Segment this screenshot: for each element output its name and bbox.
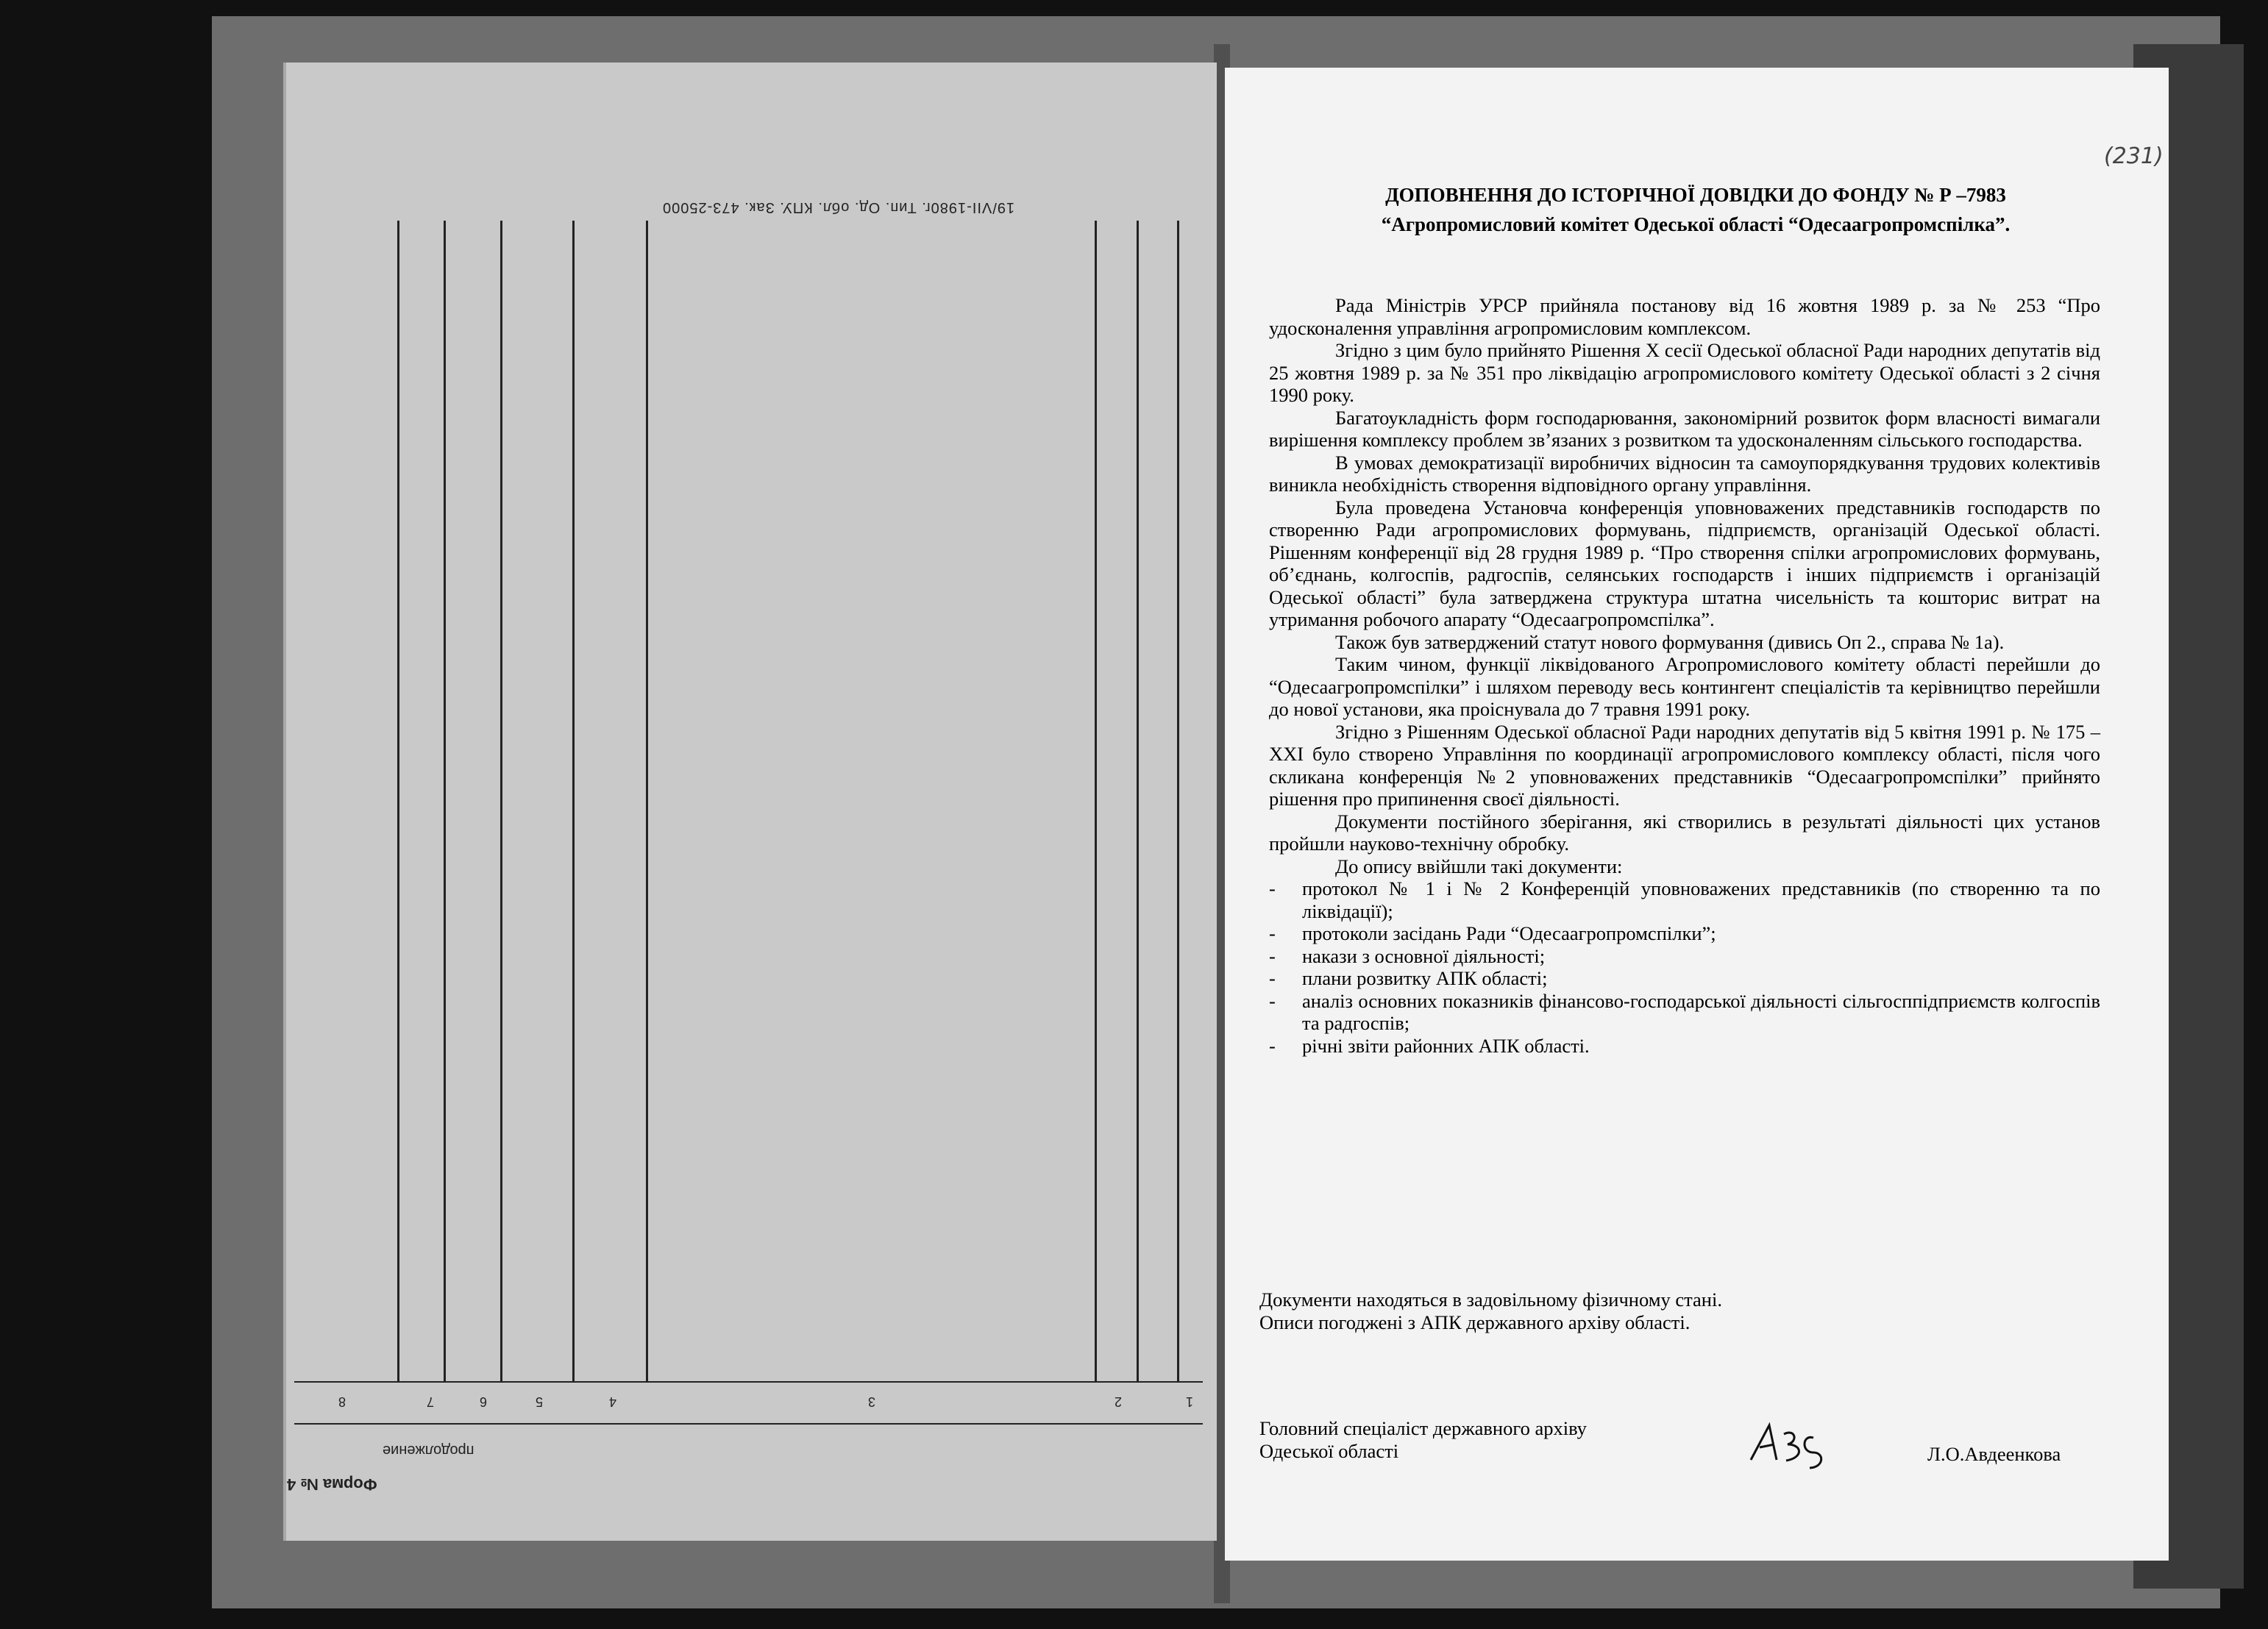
paragraph: В умовах демократизації виробничих відносин та самоупорядкування трудових колективів виникла необхідність створення відповідного органу управління. bbox=[1269, 451, 2100, 496]
paragraph: Також був затверджений статут нового формування (дивись Оп 2., справа № 1а). bbox=[1335, 630, 2005, 653]
list-item: - протокол № 1 і № 2 Конференцій уповноважених представників (по створенню та по ліквідації); bbox=[1269, 877, 2100, 922]
column-number: 7 bbox=[427, 1394, 435, 1409]
list-item: - аналіз основних показників фінансово-господарської діяльності сільгосппідприємств колгоспів та радгоспів; bbox=[1269, 990, 2100, 1035]
list-item: - накази з основної діяльності; bbox=[1269, 945, 2100, 968]
paragraph: Багатоукладність форм господарювання, закономірний розвиток форм власності вимагали вирішення комплексу проблем зв’язаних з розвитком та удосконаленням сільського господарства. bbox=[1269, 406, 2100, 451]
column-number: 6 bbox=[480, 1394, 488, 1409]
list-item: - плани розвитку АПК області; bbox=[1269, 967, 2100, 990]
signatory-name: Л.О.Авдеенкова bbox=[1927, 1443, 2061, 1465]
left-page-form bbox=[283, 63, 1217, 1541]
form-number: Форма № 4 bbox=[287, 1475, 377, 1494]
form-row-line bbox=[294, 1381, 1203, 1383]
closing-notes bbox=[1259, 1288, 1722, 1334]
print-imprint: 19/VII-1980г. Тип. Од. обл. КПУ. Зак. 473-25000 bbox=[662, 199, 1015, 215]
form-column-line bbox=[444, 221, 446, 1383]
paragraph: Таким чином, функції ліквідованого Агропромислового комітету області перейшли до “Одесаагропромспілки” і шляхом переводу весь контингент спеціалістів та керівництво перейшли до нової установи, яка проіснувала до 7 травня 1991 року. bbox=[1269, 653, 2100, 720]
document-title: ДОПОВНЕННЯ ДО ІСТОРІЧНОЇ ДОВІДКИ ДО ФОНДУ № Р –7983 bbox=[1385, 184, 2006, 206]
closing-line: Описи погоджені з АПК державного архіву області. bbox=[1259, 1311, 1691, 1333]
form-column-line bbox=[500, 221, 502, 1383]
form-row-line bbox=[294, 1423, 1203, 1425]
form-column-line bbox=[646, 221, 648, 1383]
column-number: 8 bbox=[338, 1394, 346, 1409]
list-item: - протоколи засідань Ради “Одесаагропромспілки”; bbox=[1269, 922, 2100, 945]
form-column-line bbox=[1177, 221, 1179, 1383]
paragraph: Згідно з Рішенням Одеської обласної Ради народних депутатів від 5 квітня 1991 р. № 175 –ХХІ було створено Управління по координації агропромислового комплексу області, після чого скликана конференція №2 уповноважених представників “Одесаагропромспілки” прийнято рішення про припинення своєї діяльності. bbox=[1269, 720, 2100, 810]
closing-line: Документи находяться в задовільному фізичному стані. bbox=[1259, 1288, 1722, 1311]
form-column-line bbox=[1095, 221, 1097, 1383]
handwritten-signature bbox=[1743, 1419, 1854, 1471]
column-number: 5 bbox=[536, 1394, 544, 1409]
paragraph: Документи постійного зберігання, які створились в результаті діяльності цих установ пройшли науково-технічну обробку. bbox=[1269, 810, 2100, 855]
form-column-line bbox=[1137, 221, 1139, 1383]
signatory-title bbox=[1259, 1417, 1587, 1463]
continuation-label: продолжение bbox=[383, 1442, 474, 1458]
paragraph: Рада Міністрів УРСР прийняла постанову від 16 жовтня 1989 р. за № 253 “Про удосконалення управління агропромисловим комплексом. bbox=[1269, 294, 2100, 339]
paragraph: До опису ввійшли такі документи: bbox=[1335, 855, 1623, 877]
column-number: 2 bbox=[1115, 1394, 1123, 1409]
list-item: - річні звіти районних АПК області. bbox=[1269, 1035, 2100, 1058]
paragraph: Була проведена Установча конференція уповноважених представників господарств по створенню Ради агропромислових формувань, підприємств, організацій Одеської області. Рішенням конференції від 28 грудня 1989 р. “Про створення спілки агропромислових формувань, об’єднань, колгоспів, радгоспів, селянських господарств і інших підприємств і організацій Одеської області” була затверджена структура штатна чисельність та кошторис витрат на утримання робочого апарату “Одесаагропромспілка”. bbox=[1269, 496, 2100, 630]
document-subtitle: “Агропромисловий комітет Одеської області “Одесаагропромспілка”. bbox=[1381, 213, 2011, 235]
column-number: 3 bbox=[868, 1394, 876, 1409]
form-column-line bbox=[572, 221, 575, 1383]
archive-page-number: (231) bbox=[2104, 143, 2164, 169]
paragraph: Згідно з цим було прийнято Рішення Х сесії Одеської обласної Ради народних депутатів від 25 жовтня 1989 р. за № 351 про ліквідацію агропромислового комітету Одеської області з 2 січня 1990 року. bbox=[1269, 339, 2100, 406]
column-number: 1 bbox=[1186, 1394, 1194, 1409]
form-column-line bbox=[397, 221, 399, 1383]
document-list bbox=[1269, 877, 2100, 1057]
document-body bbox=[1269, 294, 2100, 1057]
signatory-title-line: Головний спеціаліст державного архіву bbox=[1259, 1417, 1587, 1439]
signatory-title-line: Одеської області bbox=[1259, 1440, 1399, 1462]
column-number: 4 bbox=[609, 1394, 617, 1409]
